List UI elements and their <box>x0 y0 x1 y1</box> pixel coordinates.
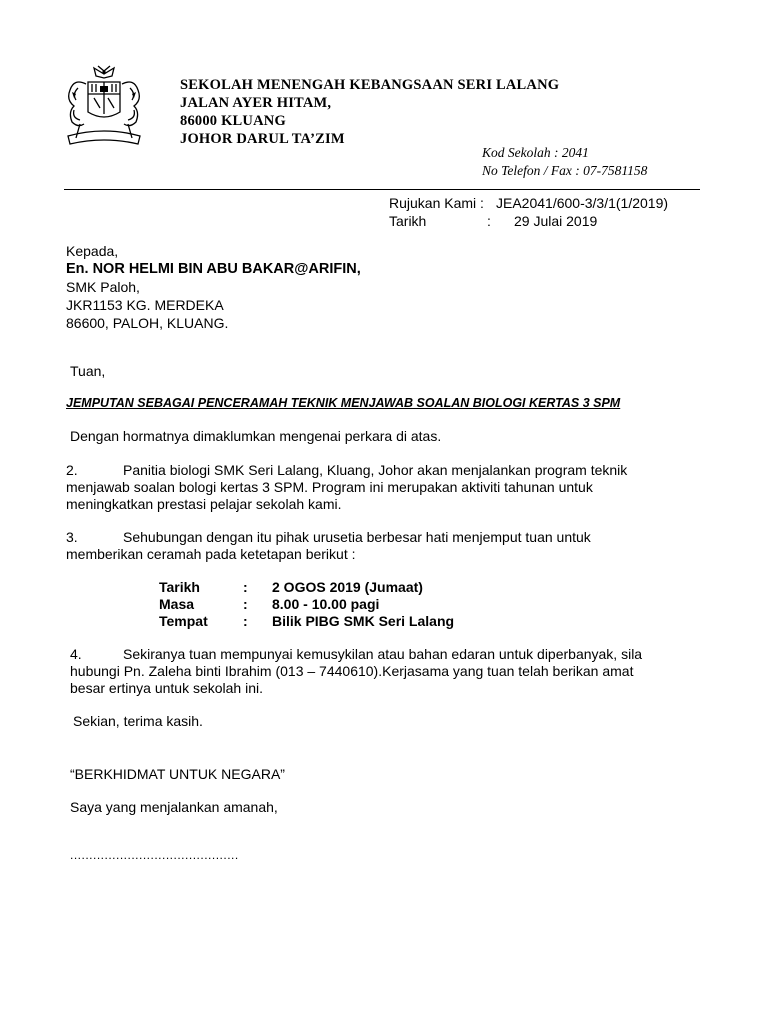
paragraph-4-line-1: Sekiranya tuan mempunyai kemusykilan atau bahan edaran untuk diperbanyak, sila <box>123 646 643 662</box>
paragraph-3 <box>66 529 591 563</box>
letter-date: 29 Julai 2019 <box>514 213 598 229</box>
recipient-greeting: Kepada, <box>66 243 119 259</box>
paragraph-2 <box>66 462 627 513</box>
reference-block <box>389 194 668 230</box>
detail-value: Bilik PIBG SMK Seri Lalang <box>272 613 455 629</box>
reference-label: Rujukan Kami : <box>389 195 484 211</box>
detail-label: Tarikh <box>159 579 200 595</box>
motto: “BERKHIDMAT UNTUK NEGARA” <box>70 766 285 782</box>
paragraph-1 <box>70 428 441 445</box>
recipient-name: En. NOR HELMI BIN ABU BAKAR@ARIFIN, <box>66 261 361 277</box>
paragraph-2-line-1: Panitia biologi SMK Seri Lalang, Kluang, Johor akan menjalankan program teknik <box>123 462 628 478</box>
paragraph-3-line-1: Sehubungan dengan itu pihak urusetia berbesar hati menjemput tuan untuk <box>123 529 591 545</box>
address-line-3: JOHOR DARUL TA’ZIM <box>180 131 345 147</box>
paragraph-2-number: 2. <box>66 462 78 478</box>
paragraph-4-line-3: besar ertinya untuk sekolah ini. <box>70 680 263 696</box>
school-name: SEKOLAH MENENGAH KEBANGSAAN SERI LALANG <box>180 77 560 93</box>
coat-of-arms-icon <box>58 64 150 148</box>
address-line-2: 86000 KLUANG <box>180 113 286 129</box>
detail-value: 8.00 - 10.00 pagi <box>272 596 380 612</box>
school-code: Kod Sekolah : 2041 <box>482 145 589 160</box>
paragraph-4-number: 4. <box>70 646 82 662</box>
detail-row-date <box>159 579 454 596</box>
detail-colon: : <box>243 613 248 629</box>
recipient-address-1: SMK Paloh, <box>66 279 140 295</box>
paragraph-3-line-2: memberikan ceramah pada ketetapan berikut : <box>66 546 356 562</box>
school-letterhead <box>180 76 559 148</box>
paragraph-2-line-2: menjawab soalan bologi kertas 3 SPM. Program ini merupakan aktiviti tahunan untuk <box>66 479 593 495</box>
closing-thanks: Sekian, terima kasih. <box>73 713 203 729</box>
date-label: Tarikh <box>389 213 427 229</box>
recipient-address-2: JKR1153 KG. MERDEKA <box>66 297 224 313</box>
subject-heading: JEMPUTAN SEBAGAI PENCERAMAH TEKNIK MENJAWAB SOALAN BIOLOGI KERTAS 3 SPM <box>66 396 621 410</box>
date-colon: : <box>487 213 491 229</box>
detail-row-time <box>159 596 454 613</box>
detail-colon: : <box>243 596 248 612</box>
detail-row-venue <box>159 613 454 630</box>
event-details <box>159 579 454 630</box>
recipient-address-3: 86600, PALOH, KLUANG. <box>66 315 229 331</box>
paragraph-1-text: Dengan hormatnya dimaklumkan mengenai perkara di atas. <box>70 428 442 444</box>
detail-value: 2 OGOS 2019 (Jumaat) <box>272 579 423 595</box>
paragraph-4 <box>70 646 642 697</box>
school-phone: No Telefon / Fax : 07-7581158 <box>482 163 648 178</box>
detail-label: Masa <box>159 596 195 612</box>
salutation: Tuan, <box>70 363 106 379</box>
paragraph-2-line-3: meningkatkan prestasi pelajar sekolah kami. <box>66 496 342 512</box>
detail-colon: : <box>243 579 248 595</box>
signature-line: ............................................ <box>70 848 239 862</box>
detail-label: Tempat <box>159 613 208 629</box>
paragraph-3-number: 3. <box>66 529 78 545</box>
header-divider <box>64 189 700 190</box>
reference-number: JEA2041/600-3/3/1(1/2019) <box>496 195 669 211</box>
address-line-1: JALAN AYER HITAM, <box>180 95 332 111</box>
recipient-block <box>66 242 361 332</box>
closing-amanah: Saya yang menjalankan amanah, <box>70 799 278 815</box>
school-contact <box>482 144 647 180</box>
paragraph-4-line-2: hubungi Pn. Zaleha binti Ibrahim (013 – 7440610).Kerjasama yang tuan telah berikan amat <box>70 663 634 679</box>
